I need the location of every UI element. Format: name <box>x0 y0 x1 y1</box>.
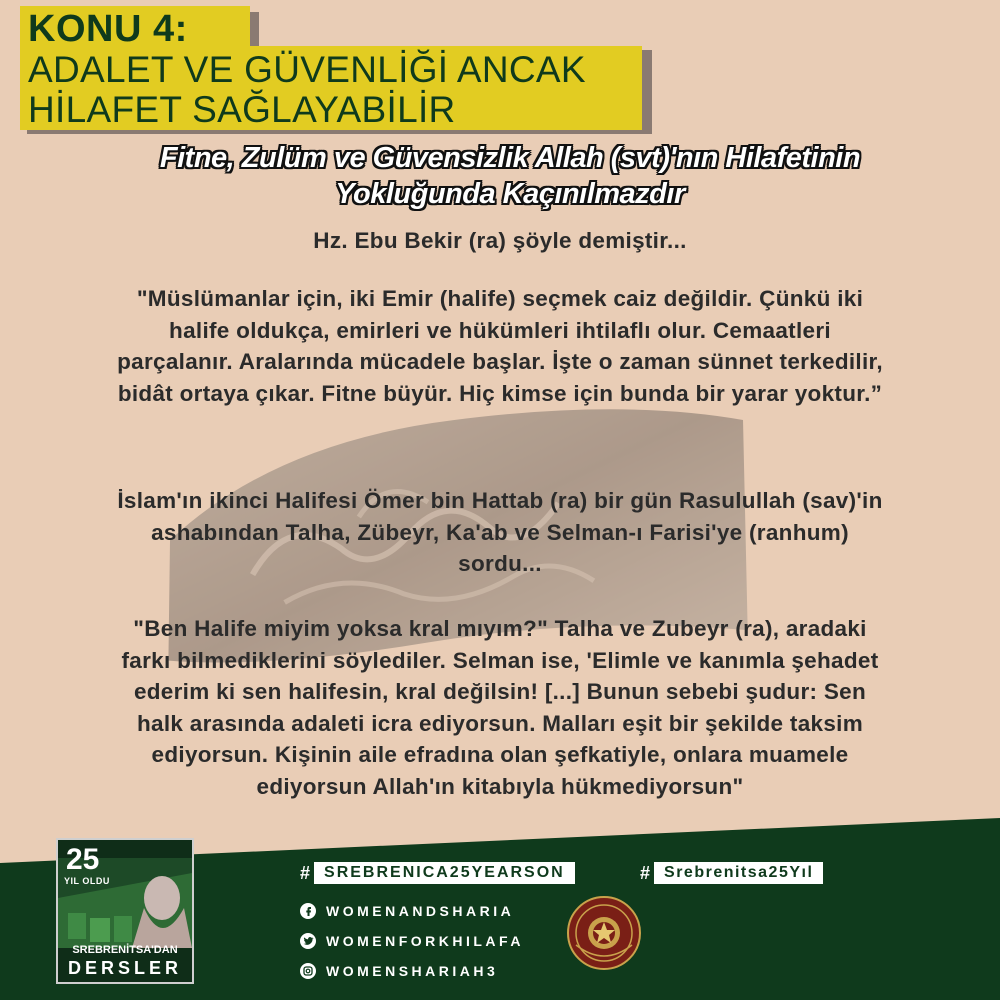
text-line: bidât ortaya çıkar. Fitne büyür. Hiç kimse için bunda bir yarar yoktur.” <box>117 380 883 406</box>
subtitle-line: Yokluğunda Kaçınılmazdır <box>335 178 685 210</box>
hashtag-label: SREBRENICA25YEARSON <box>314 862 575 884</box>
intro-text: Hz. Ebu Bekir (ra) şöyle demiştir... <box>313 228 687 253</box>
twitter-icon <box>300 933 316 949</box>
social-facebook[interactable] <box>300 900 514 922</box>
social-handle: WOMENFORKHILAFA <box>326 933 524 949</box>
text-line: parçalanır. Aralarında mücadele başlar. İşte o zaman sünnet terkedilir, <box>117 349 883 374</box>
text-line: ediyorsun Allah'ın kitabıyla hükmediyorsun" <box>256 773 744 799</box>
page-title-line1: ADALET VE GÜVENLİĞİ ANCAK <box>28 49 586 90</box>
anniversary-badge <box>56 838 194 984</box>
hashtag-label: Srebrenitsa25Yıl <box>654 862 823 884</box>
hashtag-srebrenica-tr[interactable] <box>640 862 823 884</box>
subtitle <box>90 140 930 212</box>
page-title-line2: HİLAFET SAĞLAYABİLİR <box>28 89 456 130</box>
text-line: İslam'ın ikinci Halifesi Ömer bin Hattab (ra) bir gün Rasulullah (sav)'in <box>117 488 883 513</box>
hashtag-srebrenica-en[interactable] <box>300 862 575 884</box>
quote-ebu-bekir <box>30 283 970 409</box>
badge-line1: SREBRENİTSA'DAN <box>72 944 178 956</box>
text-line: ediyorsun. Kişinin aile efradına olan şefkatiyle, onlara muamele <box>151 742 849 767</box>
social-handle: WOMENSHARIAH3 <box>326 963 499 979</box>
quote-selman <box>30 613 970 802</box>
topic-label: KONU 4: <box>28 8 188 50</box>
text-line: ashabından Talha, Zübeyr, Ka'ab ve Selman-ı Farisi'ye (ranhum) <box>151 519 849 545</box>
social-instagram[interactable] <box>300 960 498 982</box>
text-line: sordu... <box>458 551 542 576</box>
badge-number: 25 <box>66 843 100 876</box>
social-handle: WOMENANDSHARIA <box>326 903 515 919</box>
text-line: halife oldukça, emirleri ve hükümleri ihtilaflı olur. Cemaatleri <box>169 317 831 343</box>
hash-symbol: # <box>640 863 651 883</box>
text-line: farkı bilmediklerini söylediler. Selman ise, 'Elimle ve kanımla şehadet <box>121 647 879 673</box>
text-line: ederim ki sen halifesin, kral değilsin! [...] Bunun sebebi şudur: Sen <box>133 679 867 704</box>
organization-emblem-icon <box>566 895 642 971</box>
badge-subtitle: YIL OLDU <box>64 876 110 886</box>
badge-line2: DERSLER <box>67 958 182 978</box>
omer-paragraph <box>30 485 970 580</box>
facebook-icon <box>300 903 316 919</box>
text-line: halk arasında adaleti icra ediyorsun. Malları eşit bir şekilde taksim <box>136 710 863 736</box>
text-line: "Müslümanlar için, iki Emir (halife) seçmek caiz değildir. Çünkü iki <box>136 286 864 311</box>
instagram-icon <box>300 963 316 979</box>
text-line: "Ben Halife miyim yoksa kral mıyım?" Talha ve Zubeyr (ra), aradaki <box>133 616 867 641</box>
hash-symbol: # <box>300 863 311 883</box>
social-twitter[interactable] <box>300 930 524 952</box>
subtitle-line: Fitne, Zulüm ve Güvensizlik Allah (svt)'nın Hilafetinin <box>159 142 861 174</box>
